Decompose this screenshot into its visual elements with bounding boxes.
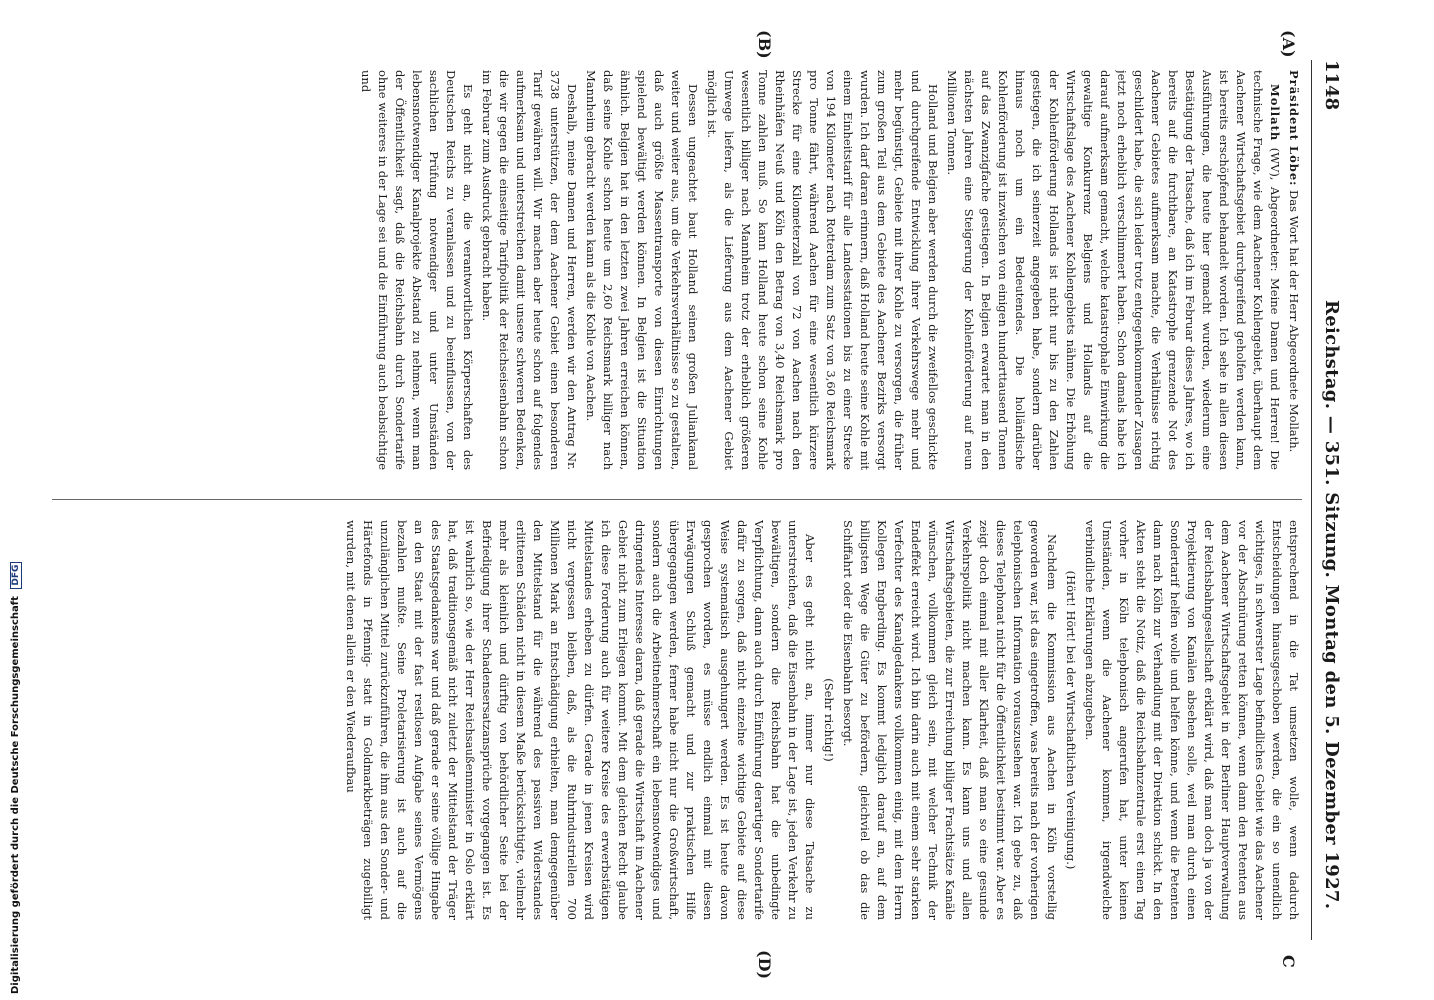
dfg-logo: DFG [10, 562, 22, 589]
footer-text-wrapper [10, 562, 22, 994]
page-number: 1148 [1321, 60, 1342, 111]
column-divider [52, 499, 1302, 500]
digitization-footer [8, 4, 26, 994]
margin-marker-c: C [1279, 955, 1298, 968]
paragraph: Nachdem die Kommission aus Aachen in Köln vorstellig geworden war, ist das eingetroffen, was bereits nach der vorherigen telephonischen Information vorauszusehen war. Ich gebe zu, daß dieses Telephonat nicht für die Öffentlichkeit bestimmt war. Aber es zeigt doch einmal mit aller Klarheit, daß man so eine gesunde Verkehrspolitik nicht machen kann. Es kann uns und allen Wirtschaftsgebieten, die zur Erreichung billiger Frachtsätze Kanäle wünschen, vollkommen gleich sein, mit welcher Technik der Endeffekt erreicht wird. Ich bin darin auch mit einem sehr starken Verfechter des Kanalgedankens vollkommen einig, mit dem Herrn Kollegen Engberding. Es kommt lediglich darauf an, auf dem billigsten Wege die Güter zu befördern, gleichviel ob das die Schiffahrt oder die Eisenbahn besorgt. [841, 520, 1059, 920]
paragraph-text: (WV), Abgeordneter: Meine Damen und Herren! Die technische Frage, wie dem Aachener Kohlengebiet, überhaupt dem Aachener Wirtschaftsgebiet durchgreifend geholfen werden kann, ist bereits erschöpfend behandelt worden. Ich sehe in allen diesen Ausführungen, die heute hier gemacht wurden, wiederum eine Bestätigung der Tatsache, daß ich im Februar dieses Jahres, wo ich bereits auf die furchtbare, an Katastrophe grenzende Not des Aachener Gebietes aufmerksam machte, die Verhältnisse richtig geschildert habe, die sich leider trotz entgegenkommender Zusagen jetzt noch erheblich verschlimmert haben. Schon damals habe ich darauf aufmerksam gemacht, welche katastrophale Einwirkung die gewaltige Konkurrenz Belgiens und Hollands auf die Wirtschaftslage des Aachener Kohlengebiets nähme. Die Erhöhung der Kohlenförderung Hollands ist nicht nur bis zu den Zahlen gestiegen, die ich seinerzeit angegeben habe, sondern darüber hinaus noch um ein Bedeutendes. Die holländische Kohlenförderung ist inzwischen von einigen hunderttausend Tonnen auf das Zwanzigfache gestiegen. In Belgien erwartet man in den nächsten Jahren eine Steigerung der Kohlenförderung auf neun Millionen Tonnen. [945, 70, 1282, 470]
paragraph: Dessen ungeachtet baut Holland seinen großen Juliankanal weiter und weiter aus, um die Verkehrsverhältnisse so zu gestalten, daß auch größte Massentransporte von diesen Einrichtungen spielend bewältigt werden können. In Belgien ist die Situation ähnlich. Belgien hat in den letzten zwei Jahren erreichen können, daß seine Kohle schon heute um 2,60 Reichsmark billiger nach Mannheim gebracht werden kann als die Kohle von Aachen. [584, 70, 700, 470]
margin-marker-d: (D) [755, 950, 774, 980]
paragraph: Es geht nicht an, die verantwortlichen Körperschaften des Deutschen Reichs zu veranlassen und zu beeinflussen, von der sachlichen Prüfung notwendiger und unter Umständen lebensnotwendiger Kanalprojekte Abstand zu nehmen, wenn man der Öffentlichkeit sagt, daß die Reichsbahn durch Sondertarife ohne weiteres in der Lage sei und die Einführung auch beabsichtige und [359, 70, 475, 470]
speaker-name: Mollath [1268, 84, 1282, 142]
paragraph: Aber es geht nicht an, immer nur diese Tatsache zu unterstreichen, daß die Eisenbahn in der Lage ist, jeden Verkehr zu bewältigen, sondern die Reichsbahn hat die unbedingte Verpflichtung, dann auch durch Einführung derartiger Sondertarife dafür zu sorgen, daß nicht einzelne wichtige Gebiete auf diese Weise systematisch ausgehungert werden. Es ist heute davon gesprochen worden, es müsse endlich einmal mit diesen Erwägungen Schluß gemacht und zur praktischen Hilfe übergegangen werden, ferner habe nicht nur die Großwirtschaft, sondern auch die Arbeitnehmerschaft ein lebensnotwendiges und dringendes Interesse daran, daß gerade die Wirtschaft im Aachener Gebiet nicht zum Erliegen kommt. Mit dem gleichen Recht glaube ich diese Forderung auch für weitere Kreise des erwerbstätigen Mittelstandes erheben zu dürfen. Gerade in jenen Kreisen wird nicht vergessen bleiben, daß, als die Ruhrindustriellen 700 Millionen Mark an Entschädigung erhielten, man demgegenüber den Mittelstand für die während des passiven Widerstandes erlittenen Schäden nicht in diesem Maße berücksichtigte, vielmehr mehr als kleinlich und dürftig von behördlicher Seite bei der Befriedigung ihrer Schadensersatzansprüche vorgegangen ist. Es ist wahrlich so, wie der Herr Reichsaußenminister in Oslo erklärt hat, daß traditionsgemäß nicht zuletzt der Mittelstand der Träger des Staatsgedankens war und daß gerade er seine völlige Hingabe an den Staat mit der fast restlosen Aufgabe seines Vermögens bezahlen mußte. Seine Proletarisierung ist auch auf die unzulänglichen Mittel zurückzuführen, die ihm aus den Sonder- und Härtefonds in Pfennig- statt in Goldmarkbeträgen zugebilligt wurden, mit denen allein er den Wiederaufbau [344, 520, 817, 920]
running-title: Reichstag. — 351. Sitzung. Montag den 5. Dezember 1927. [1321, 300, 1342, 910]
left-column [52, 70, 1302, 470]
margin-marker-a: (A) [1279, 30, 1298, 58]
paragraph [943, 70, 1283, 470]
paragraph: Holland und Belgien aber werden durch die zweifellos geschickte und durchgreifende Entwicklung ihrer Verkehrswege mehr und mehr begünstigt, Gebiete mit ihrer Kohle zu versorgen, die früher zum großen Teil aus dem Gebiete des Aachener Bezirks versorgt wurden. Ich darf daran erinnern, daß Holland heute seine Kohle mit einem Einheitstarif für alle Landesstationen bis zu einer Strecke von 194 Kilometer nach Rotterdam zum Satz von 3,60 Reichsmark pro Tonne fährt, während Aachen für eine wesentlich kürzere Strecke für eine Kilometerzahl von 72 von Aachen nach den Rheinhäfen Neuß und Köln den Betrag von 3,40 Reichsmark pro Tonne zahlen muß. So kann Holland heute schon seine Kohle wesentlich billiger nach Mannheim trotz der erheblich größeren Umwege liefern, als die Lieferung aus dem Aachener Gebiet möglich ist. [705, 70, 940, 470]
interjection: (Hört! Hört! bei der Wirtschaftlichen Vereinigung.) [1064, 570, 1078, 870]
page-header [1311, 60, 1342, 940]
paragraph: Deshalb, meine Damen und Herren, werden wir den Antrag Nr. 3738 unterstützen, der dem Aachener Gebiet einen besonderen Tarif gewähren will. Wir machen aber heute schon auf folgendes aufmerksam und unterstreichen damit unsere schweren Bedenken, die wir gegen die einseitige Tarifpolitik der Reichseisenbahn schon im Februar zum Ausdruck gebracht haben. [480, 70, 579, 470]
speaker-name: Präsident Löbe: [1287, 70, 1301, 187]
paragraph: entsprechend in die Tat umsetzen wolle, wenn dadurch Entscheidungen hinausgeschoben werden, die ein so unendlich wichtiges, in schwerster Lage befindliches Gebiet wie das Aachener vor der Abschnürung retten können, wenn dann den Petenten aus dem Aachener Wirtschaftsgebiet in der Berliner Hauptverwaltung der Reichsbahngesellschaft erklärt wird, daß man doch ja von der Projektierung von Kanälen absehen solle, weil man durch einen Sondertarif helfen wolle und helfen könne, und wenn die Petenten dann nach Köln zur Verhandlung mit der Direktion schickt. In den Akten steht die Notiz, daß die Reichsbahnzentrale erst einen Tag vorher in Köln telephonisch angerufen hat, unter keinen Umständen, wenn die Aachener kommen, irgendwelche verbindliche Erklärungen abzugeben. [1083, 520, 1301, 920]
paragraph [1285, 70, 1302, 470]
margin-marker-b: (B) [755, 30, 774, 59]
interjection: (Sehr richtig!) [822, 678, 836, 762]
paragraph-text: Das Wort hat der Herr Abgeordnete Mollath. [1287, 186, 1301, 453]
right-column [52, 520, 1302, 920]
footer-text: Digitalisierung gefördert durch die Deutsche Forschungsgemeinschaft [10, 596, 21, 994]
